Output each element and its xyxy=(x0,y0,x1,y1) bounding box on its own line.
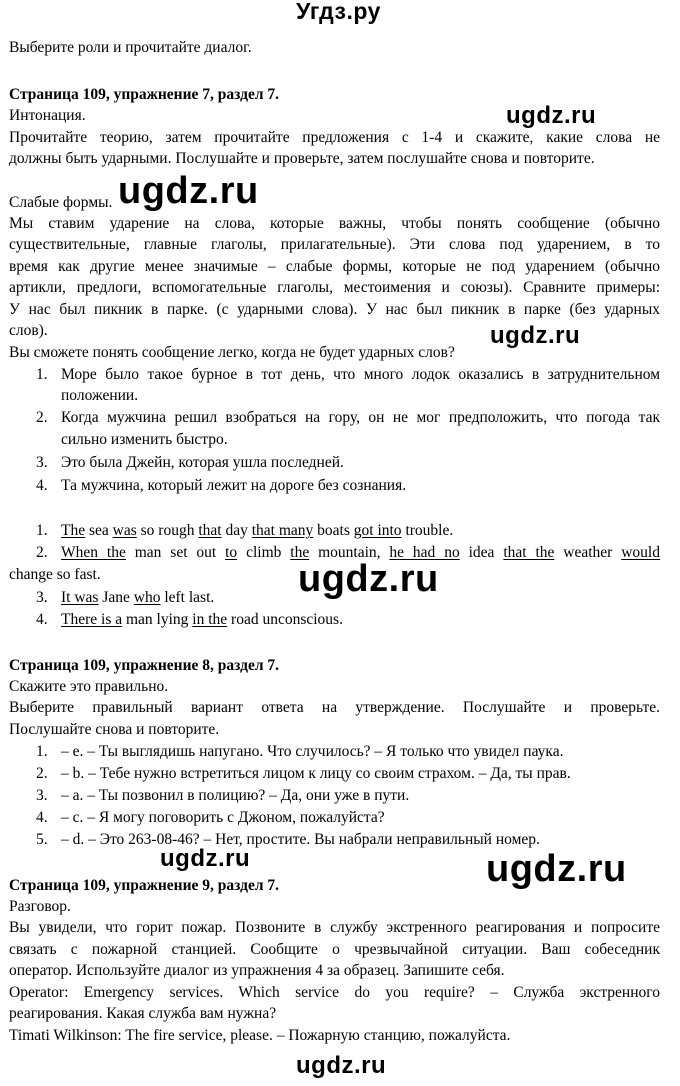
answer-line: – b. – Тебе нужно встретиться лицом к лицу со своим страхом. – Да, ты прав. xyxy=(61,765,571,782)
sentence-text: left last. xyxy=(160,589,215,606)
theory-line: существительные, главные глаголы, прилагательные). Эти слова под ударением, в то xyxy=(9,236,660,253)
ex8-heading: Страница 109, упражнение 8, раздел 7. xyxy=(9,657,280,674)
dialogue-line: Operator: Emergency services. Which service do you require? – Служба экстренного xyxy=(9,984,660,1001)
sentence-text: man lying xyxy=(122,611,193,628)
ex9-heading: Страница 109, упражнение 9, раздел 7. xyxy=(9,877,280,894)
english-sentence xyxy=(61,588,214,608)
stressed-word: was xyxy=(112,522,137,539)
sentence-text: sea xyxy=(85,522,113,539)
watermark: ugdz.ru xyxy=(490,322,581,349)
list-item-line: сильно изменить быстро. xyxy=(61,431,228,448)
list-item-line: Когда мужчина решил взобраться на гору, он не мог предположить, что погода так xyxy=(61,409,660,426)
watermark: ugdz.ru xyxy=(506,102,597,129)
item-number: 1. xyxy=(36,522,48,539)
english-sentence xyxy=(61,610,343,630)
list-item-line: Море было такое бурное в тот день, что много лодок оказались в затруднительном xyxy=(61,366,660,383)
item-number: 2. xyxy=(36,409,48,426)
stressed-word: The xyxy=(61,522,86,539)
sentence-text: weather xyxy=(554,544,622,561)
stressed-word: that many xyxy=(251,522,314,539)
item-number: 3. xyxy=(36,454,48,471)
item-number: 2. xyxy=(36,544,48,561)
ex7-subtitle: Интонация. xyxy=(9,107,86,124)
theory-line: слов). xyxy=(9,322,48,339)
stressed-word: There is a xyxy=(61,611,123,628)
dialogue-line: Вы увидели, что горит пожар. Позвоните в службу экстренного реагирования и попросите xyxy=(9,919,660,936)
intro-text: Выберите роли и прочитайте диалог. xyxy=(9,39,252,56)
theory-line: Вы сможете понять сообщение легко, когда не будет ударных слов? xyxy=(9,344,455,361)
sentence-text: road unconscious. xyxy=(227,611,343,628)
weak-forms-title: Слабые формы. xyxy=(9,194,113,211)
sentence-text: climb xyxy=(237,544,291,561)
dialogue-line: оператор. Используйте диалог из упражнения 4 за образец. Запишите себя. xyxy=(9,962,505,979)
ex8-instruction-line: Выберите правильный вариант ответа на утверждение. Послушайте и проверьте. xyxy=(9,699,660,716)
sentence-text: man set out xyxy=(125,544,226,561)
theory-line: время как другие менее значимые – слабые формы, которые не под ударением (обычно xyxy=(9,258,660,275)
stressed-word: in the xyxy=(192,611,228,628)
sentence-text: idea xyxy=(459,544,504,561)
english-sentence xyxy=(61,521,453,541)
watermark: ugdz.ru xyxy=(160,845,251,872)
watermark: ugdz.ru xyxy=(296,1052,387,1079)
dialogue-line: реагирования. Какая служба вам нужна? xyxy=(9,1005,277,1022)
theory-line: Мы ставим ударение на слова, которые важны, чтобы понять сообщение (обычно xyxy=(9,215,660,232)
list-item-line: Это была Джейн, которая ушла последней. xyxy=(61,454,344,471)
english-sentence-continuation: change so fast. xyxy=(9,566,101,583)
item-number: 4. xyxy=(36,611,48,628)
item-number: 1. xyxy=(36,743,48,760)
answer-line: – e. – Ты выглядишь напугано. Что случилось? – Я только что увидел паука. xyxy=(61,743,564,760)
ex7-instruction-line: должны быть ударными. Послушайте и проверьте, затем послушайте снова и повторите. xyxy=(9,150,595,167)
stressed-word: that the xyxy=(503,544,555,561)
stressed-word: that xyxy=(198,522,222,539)
stressed-word: When the xyxy=(61,544,126,561)
answer-line: – a. – Ты позвонил в полицию? – Да, они уже в пути. xyxy=(61,787,410,804)
list-item-line: Та мужчина, который лежит на дороге без сознания. xyxy=(61,477,407,494)
item-number: 1. xyxy=(36,366,48,383)
ex7-heading: Страница 109, упражнение 7, раздел 7. xyxy=(9,86,280,103)
sentence-text: trouble. xyxy=(401,522,454,539)
list-item-line: положении. xyxy=(61,387,139,404)
item-number: 2. xyxy=(36,765,48,782)
sentence-text: Jane xyxy=(98,589,134,606)
item-number: 5. xyxy=(36,831,48,848)
stressed-word: would xyxy=(621,544,660,561)
site-header: Угдз.ру xyxy=(296,0,381,24)
theory-line: У нас был пикник в парке. (с ударными слова). У нас был пикник в парке (без ударных xyxy=(9,301,660,318)
stressed-word: who xyxy=(133,589,161,606)
theory-line: артикли, предлоги, вспомогательные глаголы, местоимения и союзы). Сравните примеры: xyxy=(9,279,660,296)
item-number: 3. xyxy=(36,787,48,804)
stressed-word: got into xyxy=(353,522,402,539)
sentence-text: so rough xyxy=(136,522,199,539)
sentence-text: mountain, xyxy=(309,544,390,561)
dialogue-line: связать с пожарной станцией. Сообщите о чрезвычайной ситуации. Ваш собеседник xyxy=(9,941,660,958)
watermark: ugdz.ru xyxy=(486,848,627,890)
ex8-subtitle: Скажите это правильно. xyxy=(9,678,169,695)
ex9-subtitle: Разговор. xyxy=(9,898,71,915)
stressed-word: the xyxy=(290,544,310,561)
answer-line: – d. – Это 263-08-46? – Нет, простите. Вы набрали неправильный номер. xyxy=(61,831,540,848)
item-number: 3. xyxy=(36,589,48,606)
sentence-text: boats xyxy=(313,522,354,539)
sentence-text: day xyxy=(221,522,252,539)
watermark: ugdz.ru xyxy=(118,170,259,212)
item-number: 4. xyxy=(36,809,48,826)
ex8-instruction-line: Послушайте снова и повторите. xyxy=(9,721,220,738)
ex7-instruction-line: Прочитайте теорию, затем прочитайте предложения с 1-4 и скажите, какие слова не xyxy=(9,129,660,146)
stressed-word: It was xyxy=(61,589,99,606)
stressed-word: to xyxy=(225,544,238,561)
dialogue-line: Timati Wilkinson: The fire service, please. – Пожарную станцию, пожалуйста. xyxy=(9,1027,511,1044)
stressed-word: he had no xyxy=(389,544,460,561)
answer-line: – c. – Я могу поговорить с Джоном, пожалуйста? xyxy=(61,809,385,826)
watermark: ugdz.ru xyxy=(298,558,439,600)
item-number: 4. xyxy=(36,477,48,494)
